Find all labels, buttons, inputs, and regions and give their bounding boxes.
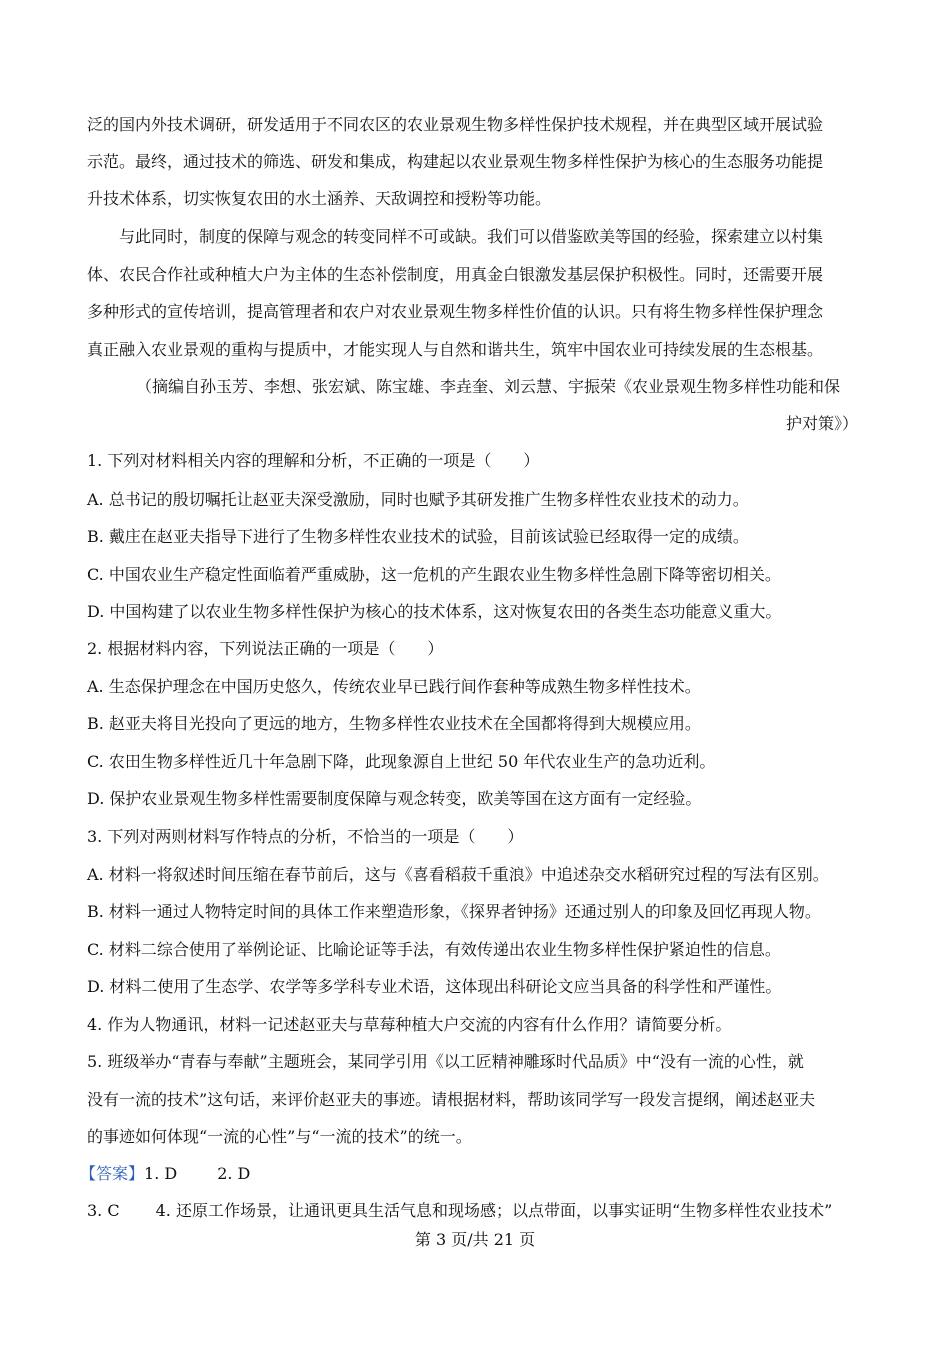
paragraph-line: 与此同时，制度的保障与观念的转变同样不可或缺。我们可以借鉴欧美等国的经验，探索建立以村集: [87, 227, 824, 246]
question-1-option-b: B. 戴庄在赵亚夫指导下进行了生物多样性农业技术的试验，目前该试验已经取得一定的成绩。: [87, 527, 749, 546]
question-2-option-c: C. 农田生物多样性近几十年急剧下降，此现象源自上世纪 50 年代农业生产的急功近利。: [87, 752, 716, 771]
source-citation: （摘编自孙玉芳、李想、张宏斌、陈宝雄、李垚奎、刘云慧、宇振荣《农业景观生物多样性功能和保: [136, 377, 841, 396]
paragraph-line: 泛的国内外技术调研，研发适用于不同农区的农业景观生物多样性保护技术规程，并在典型区域开展试验: [87, 115, 824, 134]
question-3-stem: 3. 下列对两则材料写作特点的分析，不恰当的一项是（ ）: [87, 827, 524, 846]
source-citation: 护对策》）: [785, 414, 858, 433]
question-2-option-a: A. 生态保护理念在中国历史悠久，传统农业早已践行间作套种等成熟生物多样性技术。: [87, 677, 701, 696]
question-4: 4. 作为人物通讯，材料一记述赵亚夫与草莓种植大户交流的内容有什么作用？请简要分析。: [87, 1015, 732, 1034]
question-1-option-a: A. 总书记的殷切嘱托让赵亚夫深受激励，同时也赋予其研发推广生物多样性农业技术的动力。: [87, 490, 749, 509]
question-5-line: 的事迹如何体现“一流的心性”与“一流的技术”的统一。: [87, 1127, 472, 1146]
answer-line: [80, 1163, 250, 1185]
answer-line: [87, 1200, 832, 1222]
question-1-option-d: D. 中国构建了以农业生物多样性保护为核心的技术体系，这对恢复农田的各类生态功能意义重大。: [87, 602, 782, 621]
answer-label: 【答案】: [80, 1164, 145, 1183]
question-2-stem: 2. 根据材料内容，下列说法正确的一项是（ ）: [87, 639, 444, 658]
answer-3: 3. C: [87, 1201, 120, 1220]
question-1-option-c: C. 中国农业生产稳定性面临着严重威胁，这一危机的产生跟农业生物多样性急剧下降等密切相关。: [87, 565, 781, 584]
question-5-line: 没有一流的技术”这句话，来评价赵亚夫的事迹。请根据材料，帮助该同学写一段发言提纲，阐述赵亚夫: [87, 1090, 816, 1109]
question-3-option-b: B. 材料一通过人物特定时间的具体工作来塑造形象，《探界者钟扬》还通过别人的印象及回忆再现人物。: [87, 902, 821, 921]
question-3-option-c: C. 材料二综合使用了举例论证、比喻论证等手法，有效传递出农业生物多样性保护紧迫性的信息。: [87, 940, 781, 959]
answer-1: 1. D: [144, 1164, 178, 1183]
question-3-option-a: A. 材料一将叙述时间压缩在春节前后，这与《喜看稻菽千重浪》中追述杂交水稻研究过程的写法有区别。: [87, 865, 829, 884]
page-footer: 第 3 页/共 21 页: [414, 1230, 536, 1249]
question-1-stem: 1. 下列对材料相关内容的理解和分析，不正确的一项是（ ）: [87, 451, 540, 470]
question-2-option-d: D. 保护农业景观生物多样性需要制度保障与观念转变，欧美等国在这方面有一定经验。: [87, 789, 702, 808]
answer-4: 4. 还原工作场景，让通讯更具生活气息和现场感；以点带面，以事实证明“生物多样性农业技术”: [155, 1201, 833, 1220]
question-5-line: 5. 班级举办“青春与奉献”主题班会，某同学引用《以工匠精神雕琢时代品质》中“没有一流的心性，就: [87, 1052, 804, 1071]
paragraph-line: 多种形式的宣传培训，提高管理者和农户对农业景观生物多样性价值的认识。只有将生物多样性保护理念: [87, 302, 824, 321]
question-2-option-b: B. 赵亚夫将目光投向了更远的地方，生物多样性农业技术在全国都将得到大规模应用。: [87, 714, 701, 733]
paragraph-line: 真正融入农业景观的重构与提质中，才能实现人与自然和谐共生，筑牢中国农业可持续发展的生态根基。: [87, 340, 824, 359]
paragraph-line: 示范。最终，通过技术的筛选、研发和集成，构建起以农业景观生物多样性保护为核心的生态服务功能提: [87, 152, 824, 171]
question-3-option-d: D. 材料二使用了生态学、农学等多学科专业术语，这体现出科研论文应当具备的科学性和严谨性。: [87, 977, 782, 996]
answer-2: 2. D: [217, 1164, 251, 1183]
paragraph-line: 体、农民合作社或种植大户为主体的生态补偿制度，用真金白银激发基层保护积极性。同时，还需要开展: [87, 265, 824, 284]
paragraph-line: 升技术体系，切实恢复农田的水土涵养、天敌调控和授粉等功能。: [87, 189, 552, 208]
